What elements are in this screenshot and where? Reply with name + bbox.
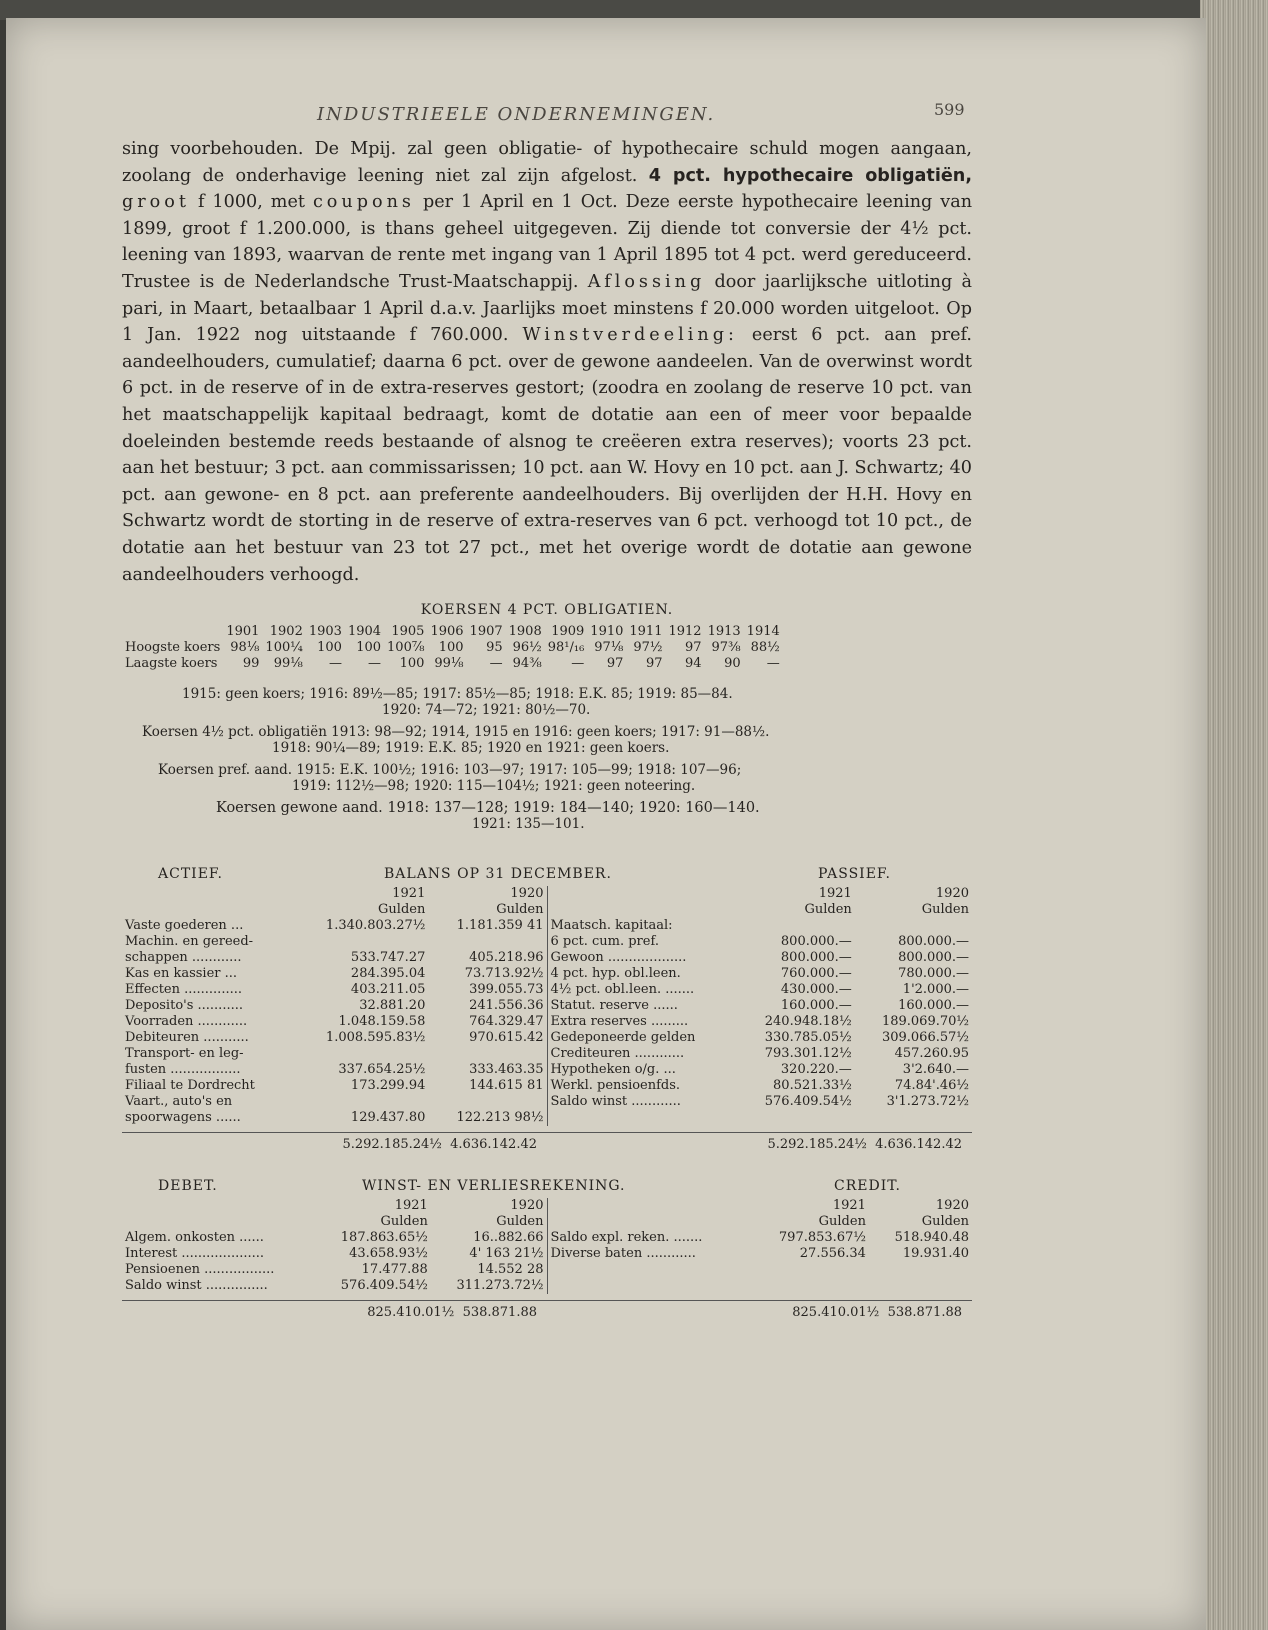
total-1921: 5.292.185.24½ xyxy=(767,1137,867,1153)
year-cell: 1909 xyxy=(551,624,585,640)
unit-header xyxy=(548,902,973,918)
ledger-row xyxy=(122,1062,547,1078)
koers-cell: 88½ xyxy=(750,640,780,656)
actief-side xyxy=(122,886,548,1126)
ledger-row xyxy=(548,982,973,998)
winst-section xyxy=(122,1178,972,1320)
koers-cell: — xyxy=(489,656,503,672)
value-1920: 764.329.47 xyxy=(469,1014,544,1030)
year-cell: 1901 xyxy=(226,624,260,640)
ledger-row xyxy=(122,1030,547,1046)
row-label: schappen ............ xyxy=(125,950,242,966)
page-content xyxy=(122,100,972,1320)
value-1921: 760.000.— xyxy=(780,966,852,982)
total-1920: 4.636.142.42 xyxy=(875,1137,962,1153)
value-1920: 1.181.359 41 xyxy=(456,918,544,934)
koers-cell: — xyxy=(328,656,342,672)
value-1921: 793.301.12½ xyxy=(764,1046,852,1062)
winst-totals xyxy=(122,1300,972,1320)
balans-title: BALANS OP 31 DECEMBER. xyxy=(384,866,612,883)
row-label: Vaste goederen ... xyxy=(125,918,244,934)
year-cell: 1902 xyxy=(269,624,303,640)
row-label: Voorraden ............ xyxy=(125,1014,248,1030)
value-1921: 240.948.18½ xyxy=(764,1014,852,1030)
ledger-row xyxy=(122,1094,547,1110)
debet-side xyxy=(122,1198,548,1294)
koers-cell: 100 xyxy=(438,640,464,656)
value-1920: 160.000.— xyxy=(898,998,969,1014)
year-1920-header: 1920 xyxy=(510,1198,544,1214)
koers-cell: 97⅜ xyxy=(711,640,741,656)
koers-cell: 100 xyxy=(356,640,382,656)
koers-cell: — xyxy=(571,656,585,672)
koers-cell: 90 xyxy=(724,656,741,672)
value-1921: 533.747.27 xyxy=(350,950,426,966)
column-header xyxy=(122,886,547,902)
unit-label: Gulden xyxy=(496,902,544,918)
koers-cell: 98⅛ xyxy=(230,640,260,656)
column-header xyxy=(548,886,973,902)
column-header xyxy=(548,1198,973,1214)
value-1920: 73.713.92½ xyxy=(464,966,544,982)
year-1920-header: 1920 xyxy=(935,1198,969,1214)
ledger-row xyxy=(548,1014,973,1030)
passief-side xyxy=(548,886,973,1126)
value-1921: 27.556.34 xyxy=(799,1246,866,1262)
blank xyxy=(122,886,295,902)
koers-row xyxy=(122,640,783,656)
blank xyxy=(122,1198,315,1214)
row-label: Debiteuren ........... xyxy=(125,1030,249,1046)
row-label: Hypotheken o/g. ... xyxy=(550,1062,676,1078)
ledger-row xyxy=(122,1078,547,1094)
scan-top-edge xyxy=(0,0,1268,20)
koers-row xyxy=(122,656,783,672)
value-1921: 797.853.67½ xyxy=(778,1230,866,1246)
unit-label: Gulden xyxy=(496,1214,544,1230)
page-number: 599 xyxy=(934,100,965,119)
value-1921: 43.658.93½ xyxy=(349,1246,428,1262)
row-label: Gewoon ................... xyxy=(550,950,687,966)
passief-heading: PASSIEF. xyxy=(818,866,891,883)
total-1921: 825.410.01½ xyxy=(792,1305,880,1321)
unit-label: Gulden xyxy=(921,902,969,918)
ledger-row xyxy=(548,1230,973,1246)
row-label xyxy=(122,624,223,640)
ledger-row xyxy=(122,998,547,1014)
ledger-row xyxy=(122,966,547,982)
year-cell: 1903 xyxy=(308,624,342,640)
row-label: Maatsch. kapitaal: xyxy=(550,918,673,934)
row-label: Machin. en gereed- xyxy=(125,934,254,950)
row-label: Transport- en leg- xyxy=(125,1046,244,1062)
blank xyxy=(548,1214,750,1230)
unit-header xyxy=(122,1214,547,1230)
credit-heading: CREDIT. xyxy=(834,1178,901,1195)
koers-cell: 100 xyxy=(399,656,425,672)
value-1920 xyxy=(855,918,972,934)
koersen-notes xyxy=(122,686,972,832)
note-line: Koersen gewone aand. 1918: 137—128; 1919: 184—140; 1920: 160—140. xyxy=(216,800,760,817)
value-1921: 800.000.— xyxy=(780,950,852,966)
value-1921 xyxy=(295,1094,429,1110)
total-1921: 825.410.01½ xyxy=(367,1305,455,1321)
value-1921: 403.211.05 xyxy=(350,982,426,998)
unit-header xyxy=(548,1214,973,1230)
balans-section xyxy=(122,866,972,1152)
value-1921: 187.863.65½ xyxy=(340,1230,428,1246)
unit-label: Gulden xyxy=(818,1214,866,1230)
balans-totals xyxy=(122,1132,972,1152)
year-1920-header: 1920 xyxy=(935,886,969,902)
koers-cell: 97 xyxy=(645,656,663,672)
column-header xyxy=(122,1198,547,1214)
unit-label: Gulden xyxy=(378,902,426,918)
year-cell: 1914 xyxy=(746,624,780,640)
blank xyxy=(548,902,738,918)
note-line: Koersen 4½ pct. obligatiën 1913: 98—92; 1914, 1915 en 1916: geen koers; 1917: 91—88½. xyxy=(142,724,770,741)
row-label: Filiaal te Dordrecht xyxy=(125,1078,255,1094)
koers-cell: 95 xyxy=(486,640,503,656)
ledger-row xyxy=(548,998,973,1014)
note-line: 1921: 135—101. xyxy=(472,816,585,833)
total-1920: 538.871.88 xyxy=(887,1305,962,1321)
bold-term: 4 pct. hypothecaire obligatiën, xyxy=(648,165,973,186)
value-1921: 160.000.— xyxy=(780,998,852,1014)
value-1921: 80.521.33½ xyxy=(773,1078,852,1094)
row-label: 4½ pct. obl.leen. ....... xyxy=(550,982,695,998)
value-1920: 399.055.73 xyxy=(469,982,544,998)
header-title: INDUSTRIEELE ONDERNEMINGEN. xyxy=(317,104,716,125)
row-label: Laagste koers xyxy=(125,656,218,672)
value-1920: 144.615 81 xyxy=(469,1078,544,1094)
years-row xyxy=(122,624,783,640)
koers-cell: 99⅛ xyxy=(434,656,464,672)
note-line: 1919: 112½—98; 1920: 115—104½; 1921: geen noteering. xyxy=(292,778,696,795)
ledger-row xyxy=(548,950,973,966)
koersen-section xyxy=(122,602,972,832)
unit-header xyxy=(122,902,547,918)
note-line: 1920: 74—72; 1921: 80½—70. xyxy=(382,702,591,719)
year-1921-header: 1921 xyxy=(818,886,852,902)
value-1921: 129.437.80 xyxy=(350,1110,426,1126)
winst-title: WINST- EN VERLIESREKENING. xyxy=(362,1178,626,1195)
ledger-row xyxy=(122,918,547,934)
value-1921: 800.000.— xyxy=(780,934,852,950)
value-1920: 518.940.48 xyxy=(894,1230,969,1246)
value-1920: 241.556.36 xyxy=(469,998,544,1014)
value-1920: 3'1.273.72½ xyxy=(886,1094,969,1110)
koers-cell: 98¹/₁₆ xyxy=(547,640,585,656)
ledger-row xyxy=(122,934,547,950)
koers-cell: 99 xyxy=(242,656,260,672)
value-1920: 309.066.57½ xyxy=(881,1030,969,1046)
ledger-row xyxy=(122,1246,547,1262)
row-label: 4 pct. hyp. obl.leen. xyxy=(550,966,681,982)
credit-side xyxy=(548,1198,973,1294)
koers-cell: 100⅞ xyxy=(387,640,425,656)
row-label: Gedeponeerde gelden xyxy=(550,1030,696,1046)
ledger-row xyxy=(122,1262,547,1278)
ledger-row xyxy=(122,1110,547,1126)
value-1920: 333.463.35 xyxy=(469,1062,544,1078)
row-label: Hoogste koers xyxy=(125,640,221,656)
value-1920: 14.552 28 xyxy=(477,1262,544,1278)
value-1920: 19.931.40 xyxy=(902,1246,969,1262)
unit-label: Gulden xyxy=(921,1214,969,1230)
ledger-row xyxy=(548,1046,973,1062)
value-1921: 1.340.803.27½ xyxy=(325,918,426,934)
ledger-row xyxy=(548,934,973,950)
ledger-row xyxy=(548,1246,973,1262)
value-1920: 457.260.95 xyxy=(894,1046,969,1062)
value-1920: 1'2.000.— xyxy=(902,982,969,998)
value-1921: 1.048.159.58 xyxy=(338,1014,426,1030)
blank xyxy=(548,886,738,902)
koersen-table xyxy=(122,624,783,672)
row-label: Extra reserves ......... xyxy=(550,1014,689,1030)
total-1920: 4.636.142.42 xyxy=(450,1137,537,1153)
value-1920: 122.213 98½ xyxy=(456,1110,544,1126)
ledger-row xyxy=(548,1062,973,1078)
koers-cell: 99⅛ xyxy=(273,656,303,672)
year-1920-header: 1920 xyxy=(510,886,544,902)
value-1921: 337.654.25½ xyxy=(338,1062,426,1078)
row-label: spoorwagens ...... xyxy=(125,1110,241,1126)
value-1920 xyxy=(428,1094,546,1110)
value-1920: 16..882.66 xyxy=(473,1230,544,1246)
value-1921: 1.008.595.83½ xyxy=(325,1030,426,1046)
ledger-row xyxy=(122,1278,547,1294)
running-header xyxy=(122,100,972,136)
book-page-edges xyxy=(1200,0,1268,1630)
year-cell: 1906 xyxy=(430,624,464,640)
koers-cell: 97 xyxy=(606,656,624,672)
value-1921 xyxy=(295,934,429,950)
row-label: Saldo expl. reken. ....... xyxy=(550,1230,703,1246)
koers-cell: — xyxy=(368,656,382,672)
ledger-row xyxy=(122,982,547,998)
value-1921: 320.220.— xyxy=(780,1062,852,1078)
koers-cell: 100 xyxy=(317,640,342,656)
value-1920 xyxy=(428,934,546,950)
ledger-row xyxy=(122,1230,547,1246)
ledger-row xyxy=(548,918,973,934)
row-label: Saldo winst ............ xyxy=(550,1094,681,1110)
ledger-row xyxy=(548,1030,973,1046)
year-cell: 1910 xyxy=(590,624,624,640)
year-cell: 1912 xyxy=(668,624,702,640)
value-1921 xyxy=(738,918,855,934)
blank xyxy=(548,1198,750,1214)
paragraph: sing voorbehouden. De Mpij. zal geen obligatie- of hypothecaire schuld mogen aangaan, zoolang de onderhavige leening niet zal zijn afgelost. 4 pct. hypothecaire obligatiën, groot f 1000, met coupons per 1 April en 1 Oct. Deze eerste hypothecaire leening van 1899, groot f 1.200.000, is thans geheel uitgegeven. Zij diende tot conversie der 4½ pct. leening van 1893, waarvan de rente met ingang van 1 April 1895 tot 4 pct. werd gereduceerd. Trustee is de Nederlandsche Trust-Maatschappij. Aflossing door jaarlijksche uitloting à pari, in Maart, betaalbaar 1 April d.a.v. Jaarlijks moet minstens f 20.000 worden uitgeloot. Op 1 Jan. 1922 nog uitstaande f 760.000. Winstverdeeling: eerst 6 pct. aan pref. aandeelhouders, cumulatief; daarna 6 pct. over de gewone aandeelen. Van de overwinst wordt 6 pct. in de reserve of in de extra-reserves gestort; (zoodra en zoolang de reserve 10 pct. van het maatschappelijk kapitaal bedraagt, komt de dotatie aan een of meer voor bepaalde doeleinden bestemde reeds bestaande of alsnog te creëeren extra reserves); voorts 23 pct. aan het bestuur; 3 pct. aan commissarissen; 10 pct. aan W. Hovy en 10 pct. aan J. Schwartz; 40 pct. aan gewone- en 8 pct. aan preferente aandeelhouders. Bij overlijden der H.H. Hovy en Schwartz wordt de storting in de reserve of extra-reserves van 6 pct. verhoogd tot 10 pct., de dotatie aan het bestuur van 23 tot 27 pct., met het overige wordt de dotatie aan gewone aandeelhouders verhoogd. xyxy=(122,139,973,585)
note-line: 1915: geen koers; 1916: 89½—85; 1917: 85½—85; 1918: E.K. 85; 1919: 85—84. xyxy=(182,686,733,703)
year-1921-header: 1921 xyxy=(392,886,426,902)
note-line: 1918: 90¼—89; 1919: E.K. 85; 1920 en 1921: geen koers. xyxy=(272,740,670,757)
value-1920: 800.000.— xyxy=(898,950,969,966)
value-1920 xyxy=(428,1046,546,1062)
value-1921: 430.000.— xyxy=(780,982,852,998)
value-1921: 576.409.54½ xyxy=(764,1094,852,1110)
total-1921: 5.292.185.24½ xyxy=(342,1137,442,1153)
row-label: Interest .................... xyxy=(125,1246,265,1262)
value-1920: 970.615.42 xyxy=(469,1030,544,1046)
value-1920: 74.84'.46½ xyxy=(894,1078,969,1094)
row-label: Crediteuren ............ xyxy=(550,1046,685,1062)
value-1921: 17.477.88 xyxy=(361,1262,428,1278)
value-1920: 405.218.96 xyxy=(469,950,544,966)
year-cell: 1905 xyxy=(391,624,425,640)
year-cell: 1913 xyxy=(707,624,741,640)
blank xyxy=(122,1214,315,1230)
row-label: Algem. onkosten ...... xyxy=(125,1230,264,1246)
year-1921-header: 1921 xyxy=(832,1198,866,1214)
value-1920: 311.273.72½ xyxy=(456,1278,544,1294)
row-label: Saldo winst ............... xyxy=(125,1278,268,1294)
row-label: Deposito's ........... xyxy=(125,998,243,1014)
value-1920: 4' 163 21½ xyxy=(469,1246,544,1262)
row-label: Effecten .............. xyxy=(125,982,242,998)
year-cell: 1911 xyxy=(629,624,663,640)
value-1921 xyxy=(295,1046,429,1062)
value-1920: 189.069.70½ xyxy=(881,1014,969,1030)
row-label: Werkl. pensioenfds. xyxy=(550,1078,681,1094)
koers-cell: 94 xyxy=(685,656,702,672)
ledger-row xyxy=(122,1014,547,1030)
blank xyxy=(122,902,295,918)
ledger-row xyxy=(122,1046,547,1062)
value-1920: 780.000.— xyxy=(898,966,969,982)
row-label: Diverse baten ............ xyxy=(550,1246,696,1262)
row-label: 6 pct. cum. pref. xyxy=(550,934,659,950)
koers-cell: 96½ xyxy=(512,640,542,656)
unit-label: Gulden xyxy=(804,902,852,918)
koers-cell: 97⅛ xyxy=(594,640,624,656)
actief-heading: ACTIEF. xyxy=(158,866,223,883)
value-1920: 800.000.— xyxy=(898,934,969,950)
ledger-row xyxy=(548,966,973,982)
koers-cell: 97 xyxy=(685,640,702,656)
value-1921: 330.785.05½ xyxy=(764,1030,852,1046)
debet-heading: DEBET. xyxy=(158,1178,218,1195)
koers-cell: — xyxy=(766,656,780,672)
row-label: Statut. reserve ...... xyxy=(550,998,678,1014)
koersen-title: KOERSEN 4 PCT. OBLIGATIEN. xyxy=(420,602,674,619)
year-cell: 1904 xyxy=(347,624,382,640)
ledger-row xyxy=(122,950,547,966)
body-text xyxy=(122,136,972,588)
value-1921: 32.881.20 xyxy=(359,998,426,1014)
value-1921: 173.299.94 xyxy=(350,1078,426,1094)
value-1921: 284.395.04 xyxy=(350,966,426,982)
koers-cell: 94⅜ xyxy=(512,656,542,672)
row-label: fusten ................. xyxy=(125,1062,241,1078)
total-1920: 538.871.88 xyxy=(462,1305,537,1321)
row-label: Kas en kassier ... xyxy=(125,966,238,982)
year-1921-header: 1921 xyxy=(394,1198,428,1214)
year-cell: 1908 xyxy=(508,624,542,640)
unit-label: Gulden xyxy=(380,1214,428,1230)
ledger-row xyxy=(548,1078,973,1094)
koers-cell: 100¼ xyxy=(265,640,303,656)
row-label: Pensioenen ................. xyxy=(125,1262,275,1278)
row-label: Vaart., auto's en xyxy=(125,1094,233,1110)
value-1920: 3'2.640.— xyxy=(902,1062,969,1078)
year-cell: 1907 xyxy=(469,624,503,640)
ledger-row xyxy=(548,1094,973,1110)
value-1921: 576.409.54½ xyxy=(340,1278,428,1294)
koers-cell: 97½ xyxy=(633,640,663,656)
note-line: Koersen pref. aand. 1915: E.K. 100½; 1916: 103—97; 1917: 105—99; 1918: 107—96; xyxy=(158,762,742,779)
